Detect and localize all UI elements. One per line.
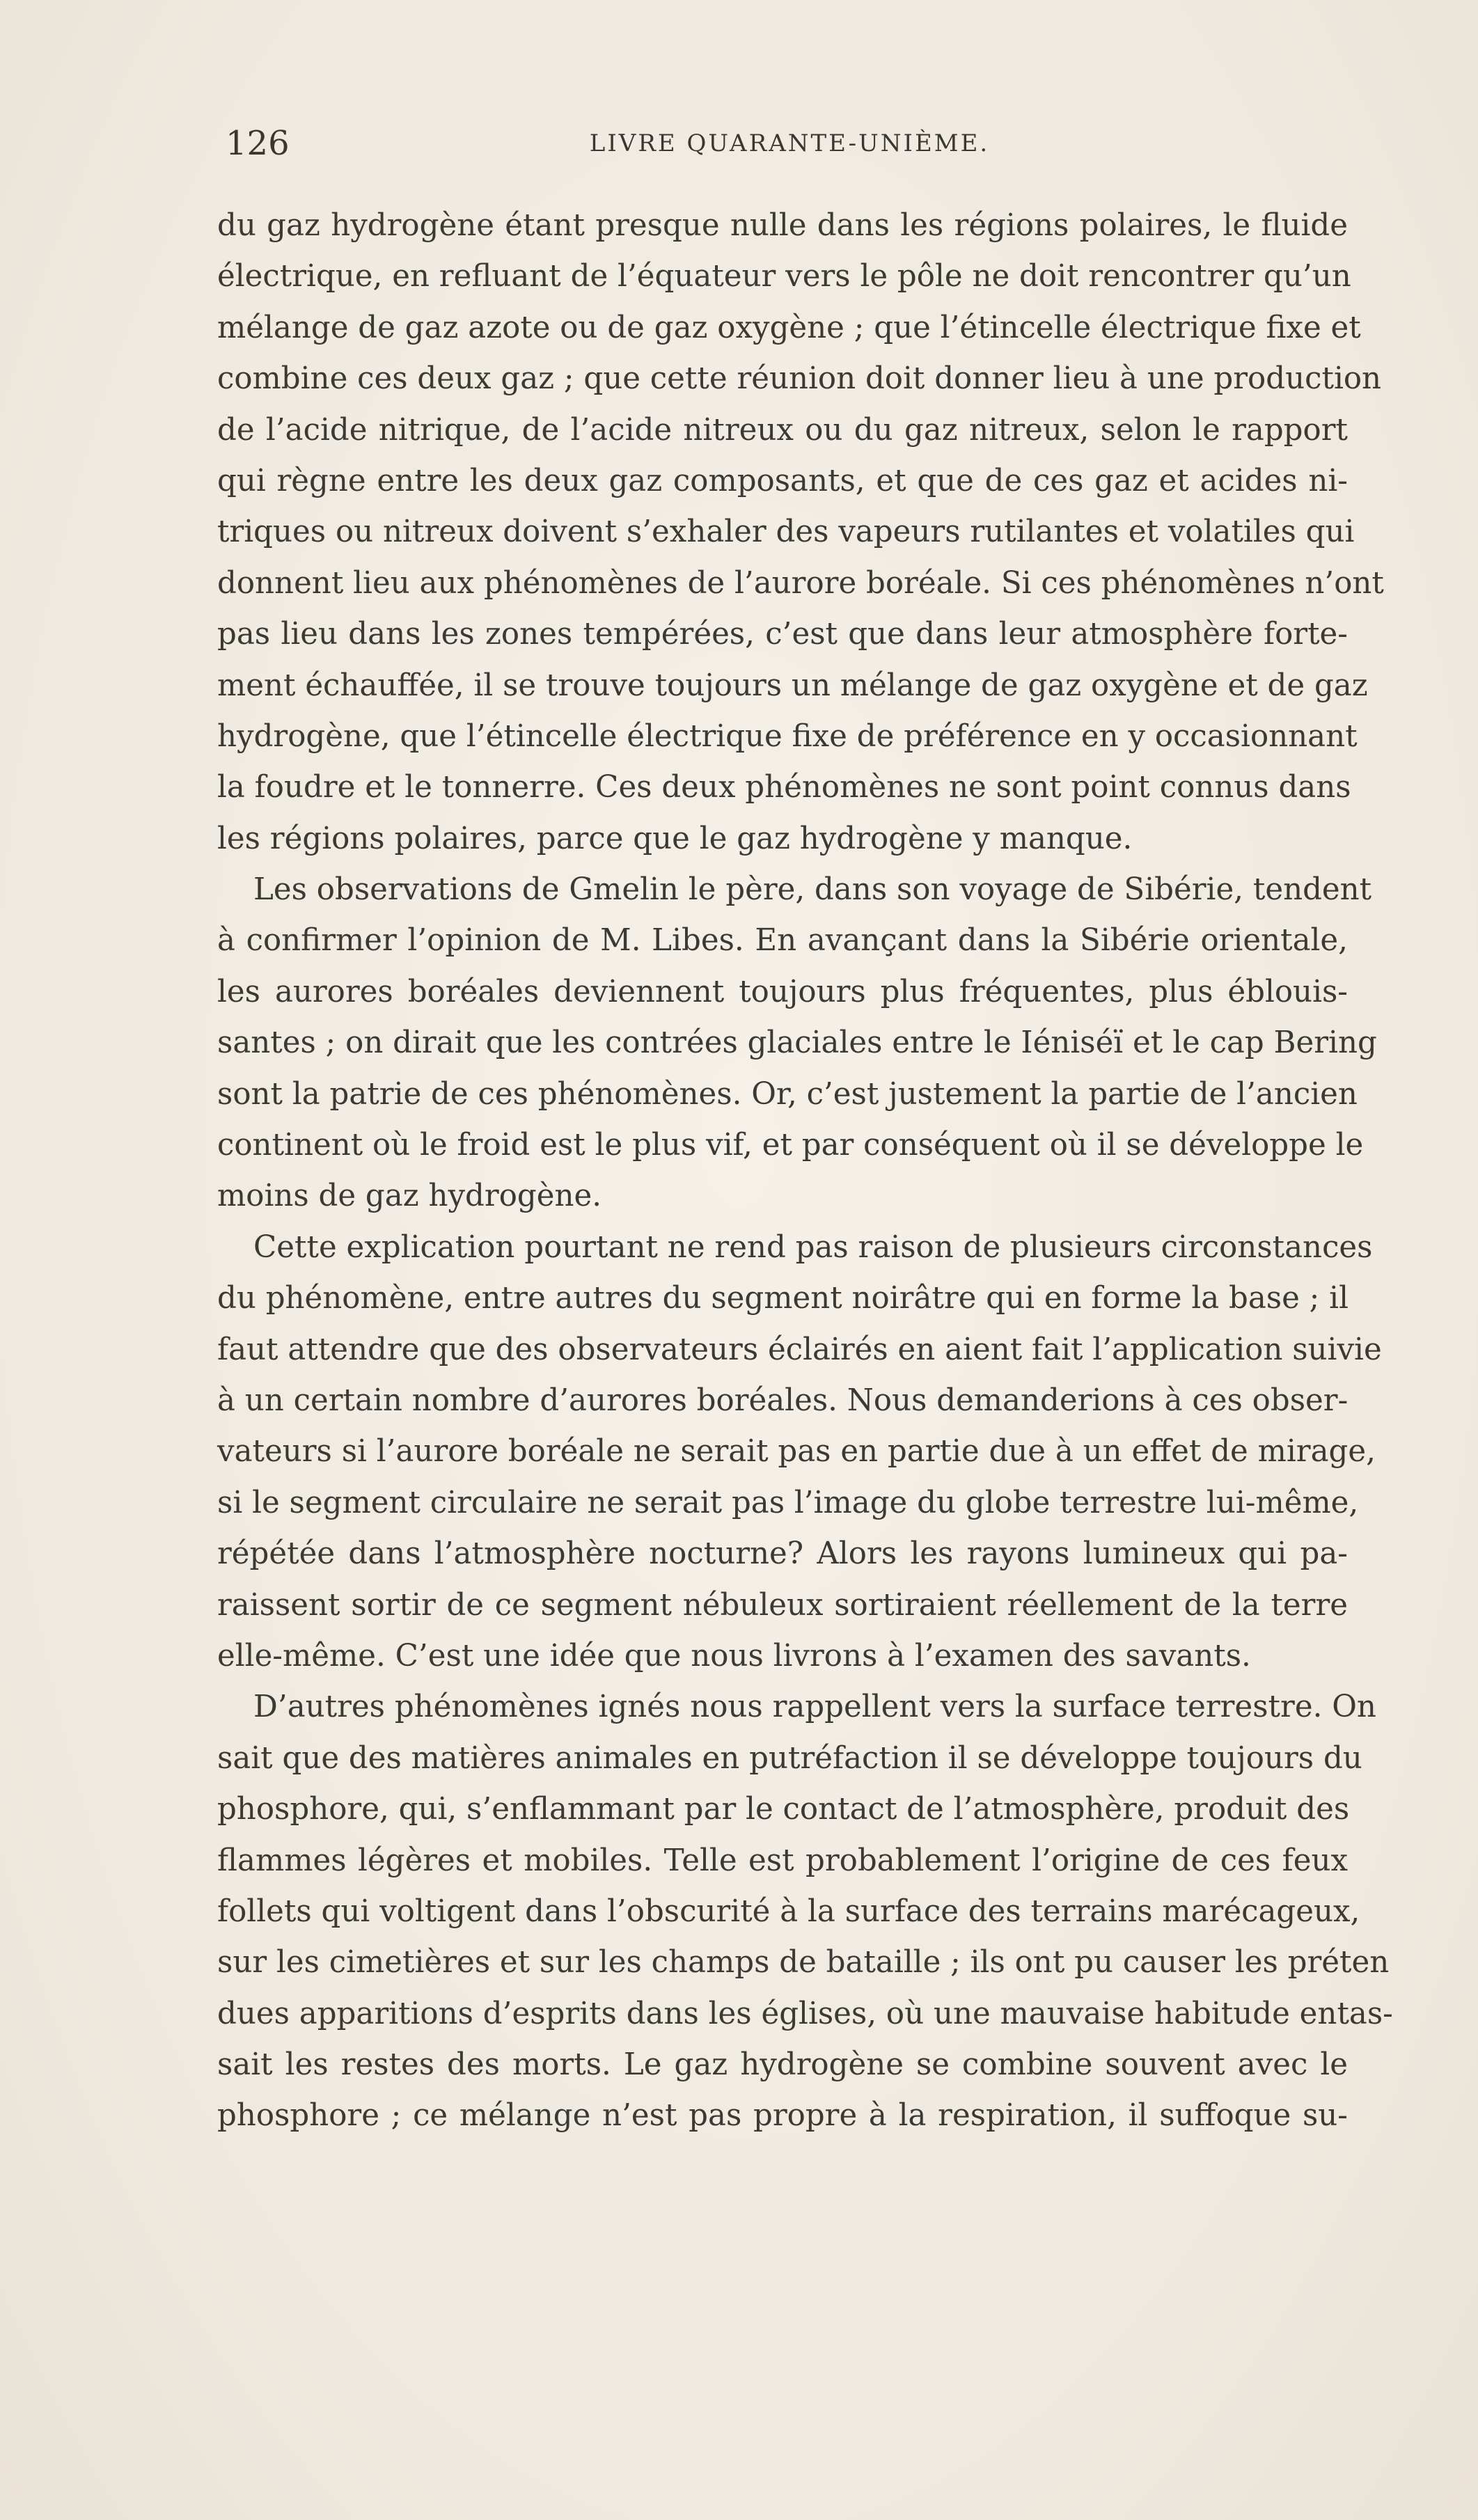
text-line: Cette explication pourtant ne rend pas raison de plusieurs circonstances [253, 1229, 1373, 1265]
text-line: faut attendre que des observateurs éclairés en aient fait l’application suivie [217, 1332, 1382, 1367]
text-line: combine ces deux gaz ; que cette réunion doit donner lieu à une production [217, 361, 1382, 397]
text-line: sont la patrie de ces phénomènes. Or, c’est justement la partie de l’ancien [217, 1076, 1358, 1112]
text-line: moins de gaz hydrogène. [217, 1179, 602, 1214]
text-line: Les observations de Gmelin le père, dans son voyage de Sibérie, tendent [253, 872, 1372, 908]
running-title: LIVRE QUARANTE-UNIÈME. [589, 129, 990, 157]
text-line: sur les cimetières et sur les champs de bataille ; ils ont pu causer les préten [217, 1945, 1390, 1980]
text-line: D’autres phénomènes ignés nous rappellent vers la surface terrestre. On [253, 1690, 1376, 1725]
text-line: donnent lieu aux phénomènes de l’aurore boréale. Si ces phénomènes n’ont [217, 565, 1384, 601]
text-line: phosphore, qui, s’enflammant par le contact de l’atmosphère, produit des [217, 1792, 1350, 1827]
text-line: du phénomène, entre autres du segment noirâtre qui en forme la base ; il [217, 1281, 1349, 1316]
text-line: raissent sortir de ce segment nébuleux sortiraient réellement de la terre [217, 1587, 1348, 1623]
page-header [226, 124, 1353, 173]
text-line: follets qui voltigent dans l’obscurité à la surface des terrains marécageux, [217, 1893, 1360, 1929]
text-line: elle-même. C’est une idée que nous livrons à l’examen des savants. [217, 1638, 1251, 1674]
text-line: hydrogène, que l’étincelle électrique fixe de préférence en y occasionnant [217, 718, 1358, 754]
body-text [217, 200, 1393, 2142]
text-line: phosphore ; ce mélange n’est pas propre à la respiration, il suffoque su- [217, 2098, 1348, 2134]
text-line: les régions polaires, parce que le gaz hydrogène y manque. [217, 821, 1133, 856]
text-line: flammes légères et mobiles. Telle est probablement l’origine de ces feux [217, 1843, 1348, 1878]
text-line: sait que des matières animales en putréfaction il se développe toujours du [217, 1740, 1362, 1776]
text-line: à confirmer l’opinion de M. Libes. En avançant dans la Sibérie orientale, [217, 923, 1348, 959]
text-line: la foudre et le tonnerre. Ces deux phénomènes ne sont point connus dans [217, 770, 1351, 805]
text-line: pas lieu dans les zones tempérées, c’est que dans leur atmosphère forte- [217, 617, 1348, 652]
text-line: dues apparitions d’esprits dans les églises, où une mauvaise habitude entas- [217, 1996, 1393, 2031]
text-line: du gaz hydrogène étant presque nulle dans les régions polaires, le fluide [217, 208, 1348, 243]
text-line: qui règne entre les deux gaz composants, et que de ces gaz et acides ni- [217, 463, 1348, 498]
text-line: vateurs si l’aurore boréale ne serait pas en partie due à un effet de mirage, [217, 1434, 1376, 1470]
text-line: triques ou nitreux doivent s’exhaler des vapeurs rutilantes et volatiles qui [217, 514, 1355, 550]
text-line: à un certain nombre d’aurores boréales. Nous demanderions à ces obser- [217, 1383, 1349, 1418]
text-line: ment échauffée, il se trouve toujours un mélange de gaz oxygène et de gaz [217, 668, 1368, 703]
text-line: électrique, en refluant de l’équateur vers le pôle ne doit rencontrer qu’un [217, 259, 1351, 294]
text-line: mélange de gaz azote ou de gaz oxygène ; que l’étincelle électrique fixe et [217, 310, 1361, 345]
text-line: santes ; on dirait que les contrées glaciales entre le Iéniséï et le cap Bering [217, 1025, 1377, 1061]
page-number: 126 [226, 124, 290, 163]
text-line: si le segment circulaire ne serait pas l’image du globe terrestre lui-même, [217, 1485, 1359, 1520]
text-line: les aurores boréales deviennent toujours plus fréquentes, plus éblouis- [217, 974, 1348, 1009]
text-line: continent où le froid est le plus vif, et par conséquent où il se développe le [217, 1128, 1364, 1163]
text-line: de l’acide nitrique, de l’acide nitreux ou du gaz nitreux, selon le rapport [217, 412, 1348, 448]
text-line: sait les restes des morts. Le gaz hydrogène se combine souvent avec le [217, 2047, 1348, 2083]
text-line: répétée dans l’atmosphère nocturne? Alors les rayons lumineux qui pa- [217, 1536, 1348, 1572]
